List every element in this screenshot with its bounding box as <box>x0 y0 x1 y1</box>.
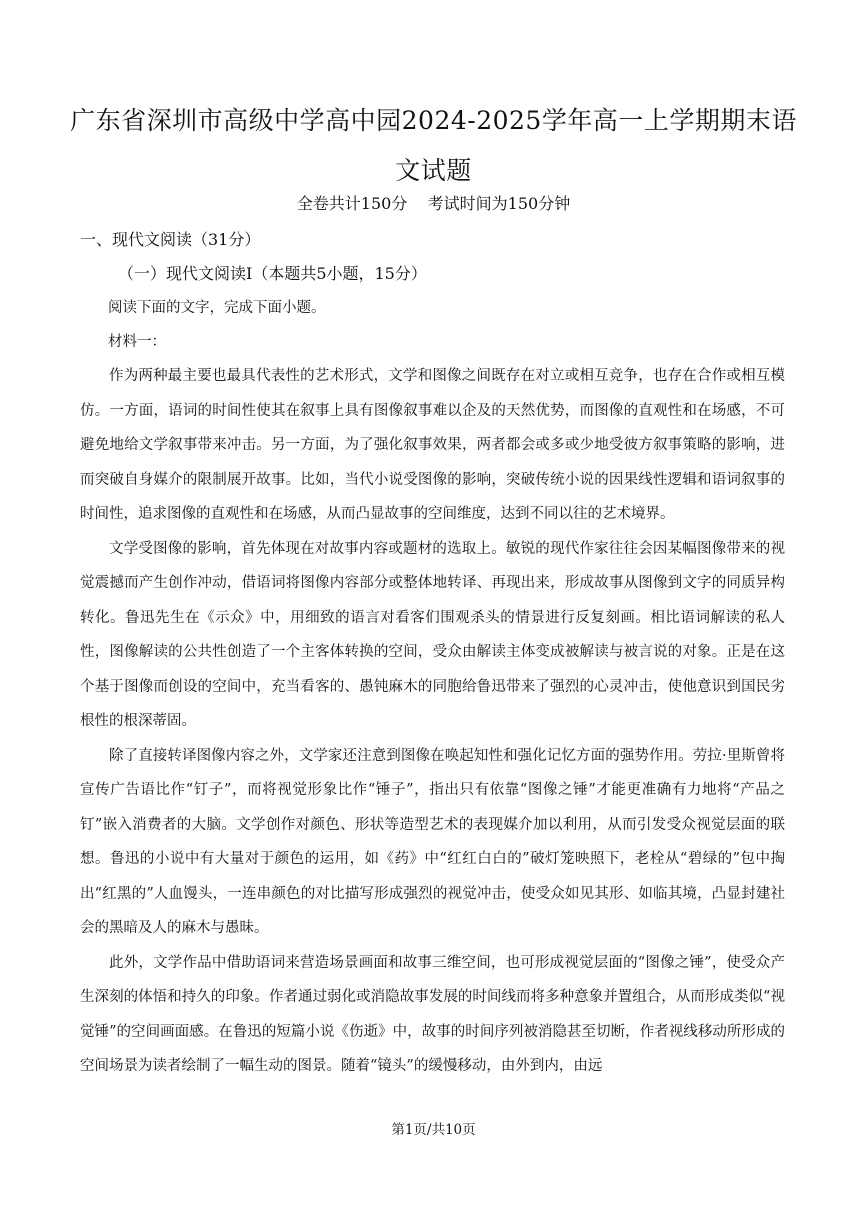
exam-meta: 全卷共计150分 考试时间为150分钟 <box>296 194 571 213</box>
material-label: 材料一： <box>108 334 166 350</box>
paragraph: 作为两种最主要也最具代表性的艺术形式，文学和图像之间既存在对立或相互竞争，也存在合作或相互模仿。一方面，语词的时间性使其在叙事上具有图像叙事难以企及的天然优势，而图像的直观性和在场感，不可避免地给文学叙事带来冲击。另一方面，为了强化叙事效果，两者都会或多或少地受彼方叙事策略的影响，进而突破自身媒介的限制展开故事。比如，当代小说受图像的影响，突破传统小说的因果线性逻辑和语词叙事的时间性，追求图像的直观性和在场感，从而凸显故事的空间维度，达到不同以往的艺术境界。 <box>80 368 785 522</box>
paragraph: 文学受图像的影响，首先体现在对故事内容或题材的选取上。敏锐的现代作家往往会因某幅图像带来的视觉震撼而产生创作冲动，借语词将图像内容部分或整体地转译、再现出来，形成故事从图像到文字的同质异构转化。鲁迅先生在《示众》中，用细致的语言对看客们围观杀头的情景进行反复刻画。相比语词解读的私人性，图像解读的公共性创造了一个主客体转换的空间，受众由解读主体变成被解读与被言说的对象。正是在这个基于图像而创设的空间中，充当看客的、愚钝麻木的同胞给鲁迅带来了强烈的心灵冲击，使他意识到国民劣根性的根深蒂固。 <box>80 540 785 729</box>
subsection-heading: （一）现代文阅读Ⅰ（本题共5小题，15分） <box>118 264 427 283</box>
section-heading: 一、现代文阅读（31分） <box>80 230 261 249</box>
reading-instruction: 阅读下面的文字，完成下面小题。 <box>108 300 326 316</box>
page-footer: 第1页/共10页 <box>391 1122 476 1138</box>
paragraph: 此外，文学作品中借助语词来营造场景画面和故事三维空间，也可形成视觉层面的“图像之锤”，使受众产生深刻的体悟和持久的印象。作者通过弱化或消隐故事发展的时间线而将多种意象并置组合，从而形成类似“视觉锤”的空间画面感。在鲁迅的短篇小说《伤逝》中，故事的时间序列被消隐甚至切断，作者视线移动所形成的空间场景为读者绘制了一幅生动的图景。随着“镜头”的缓慢移动，由外到内，由远 <box>80 954 785 1074</box>
document-title: 广东省深圳市高级中学高中园2024-2025学年高一上学期期末语文试题 <box>70 106 797 185</box>
paragraph: 除了直接转译图像内容之外，文学家还注意到图像在唤起知性和强化记忆方面的强势作用。劳拉·里斯曾将宣传广告语比作“钉子”，而将视觉形象比作“锤子”，指出只有依靠“图像之锤”才能更准确有力地将“产品之钉”嵌入消费者的大脑。文学创作对颜色、形状等造型艺术的表现媒介加以利用，从而引发受众视觉层面的联想。鲁迅的小说中有大量对于颜色的运用，如《药》中“红红白白的”破灯笼映照下，老栓从“碧绿的”包中掏出“红黑的”人血馒头，一连串颜色的对比描写形成强烈的视觉冲击，使受众如见其形、如临其境，凸显封建社会的黑暗及人的麻木与愚昧。 <box>80 747 785 936</box>
article-body <box>80 359 785 1084</box>
